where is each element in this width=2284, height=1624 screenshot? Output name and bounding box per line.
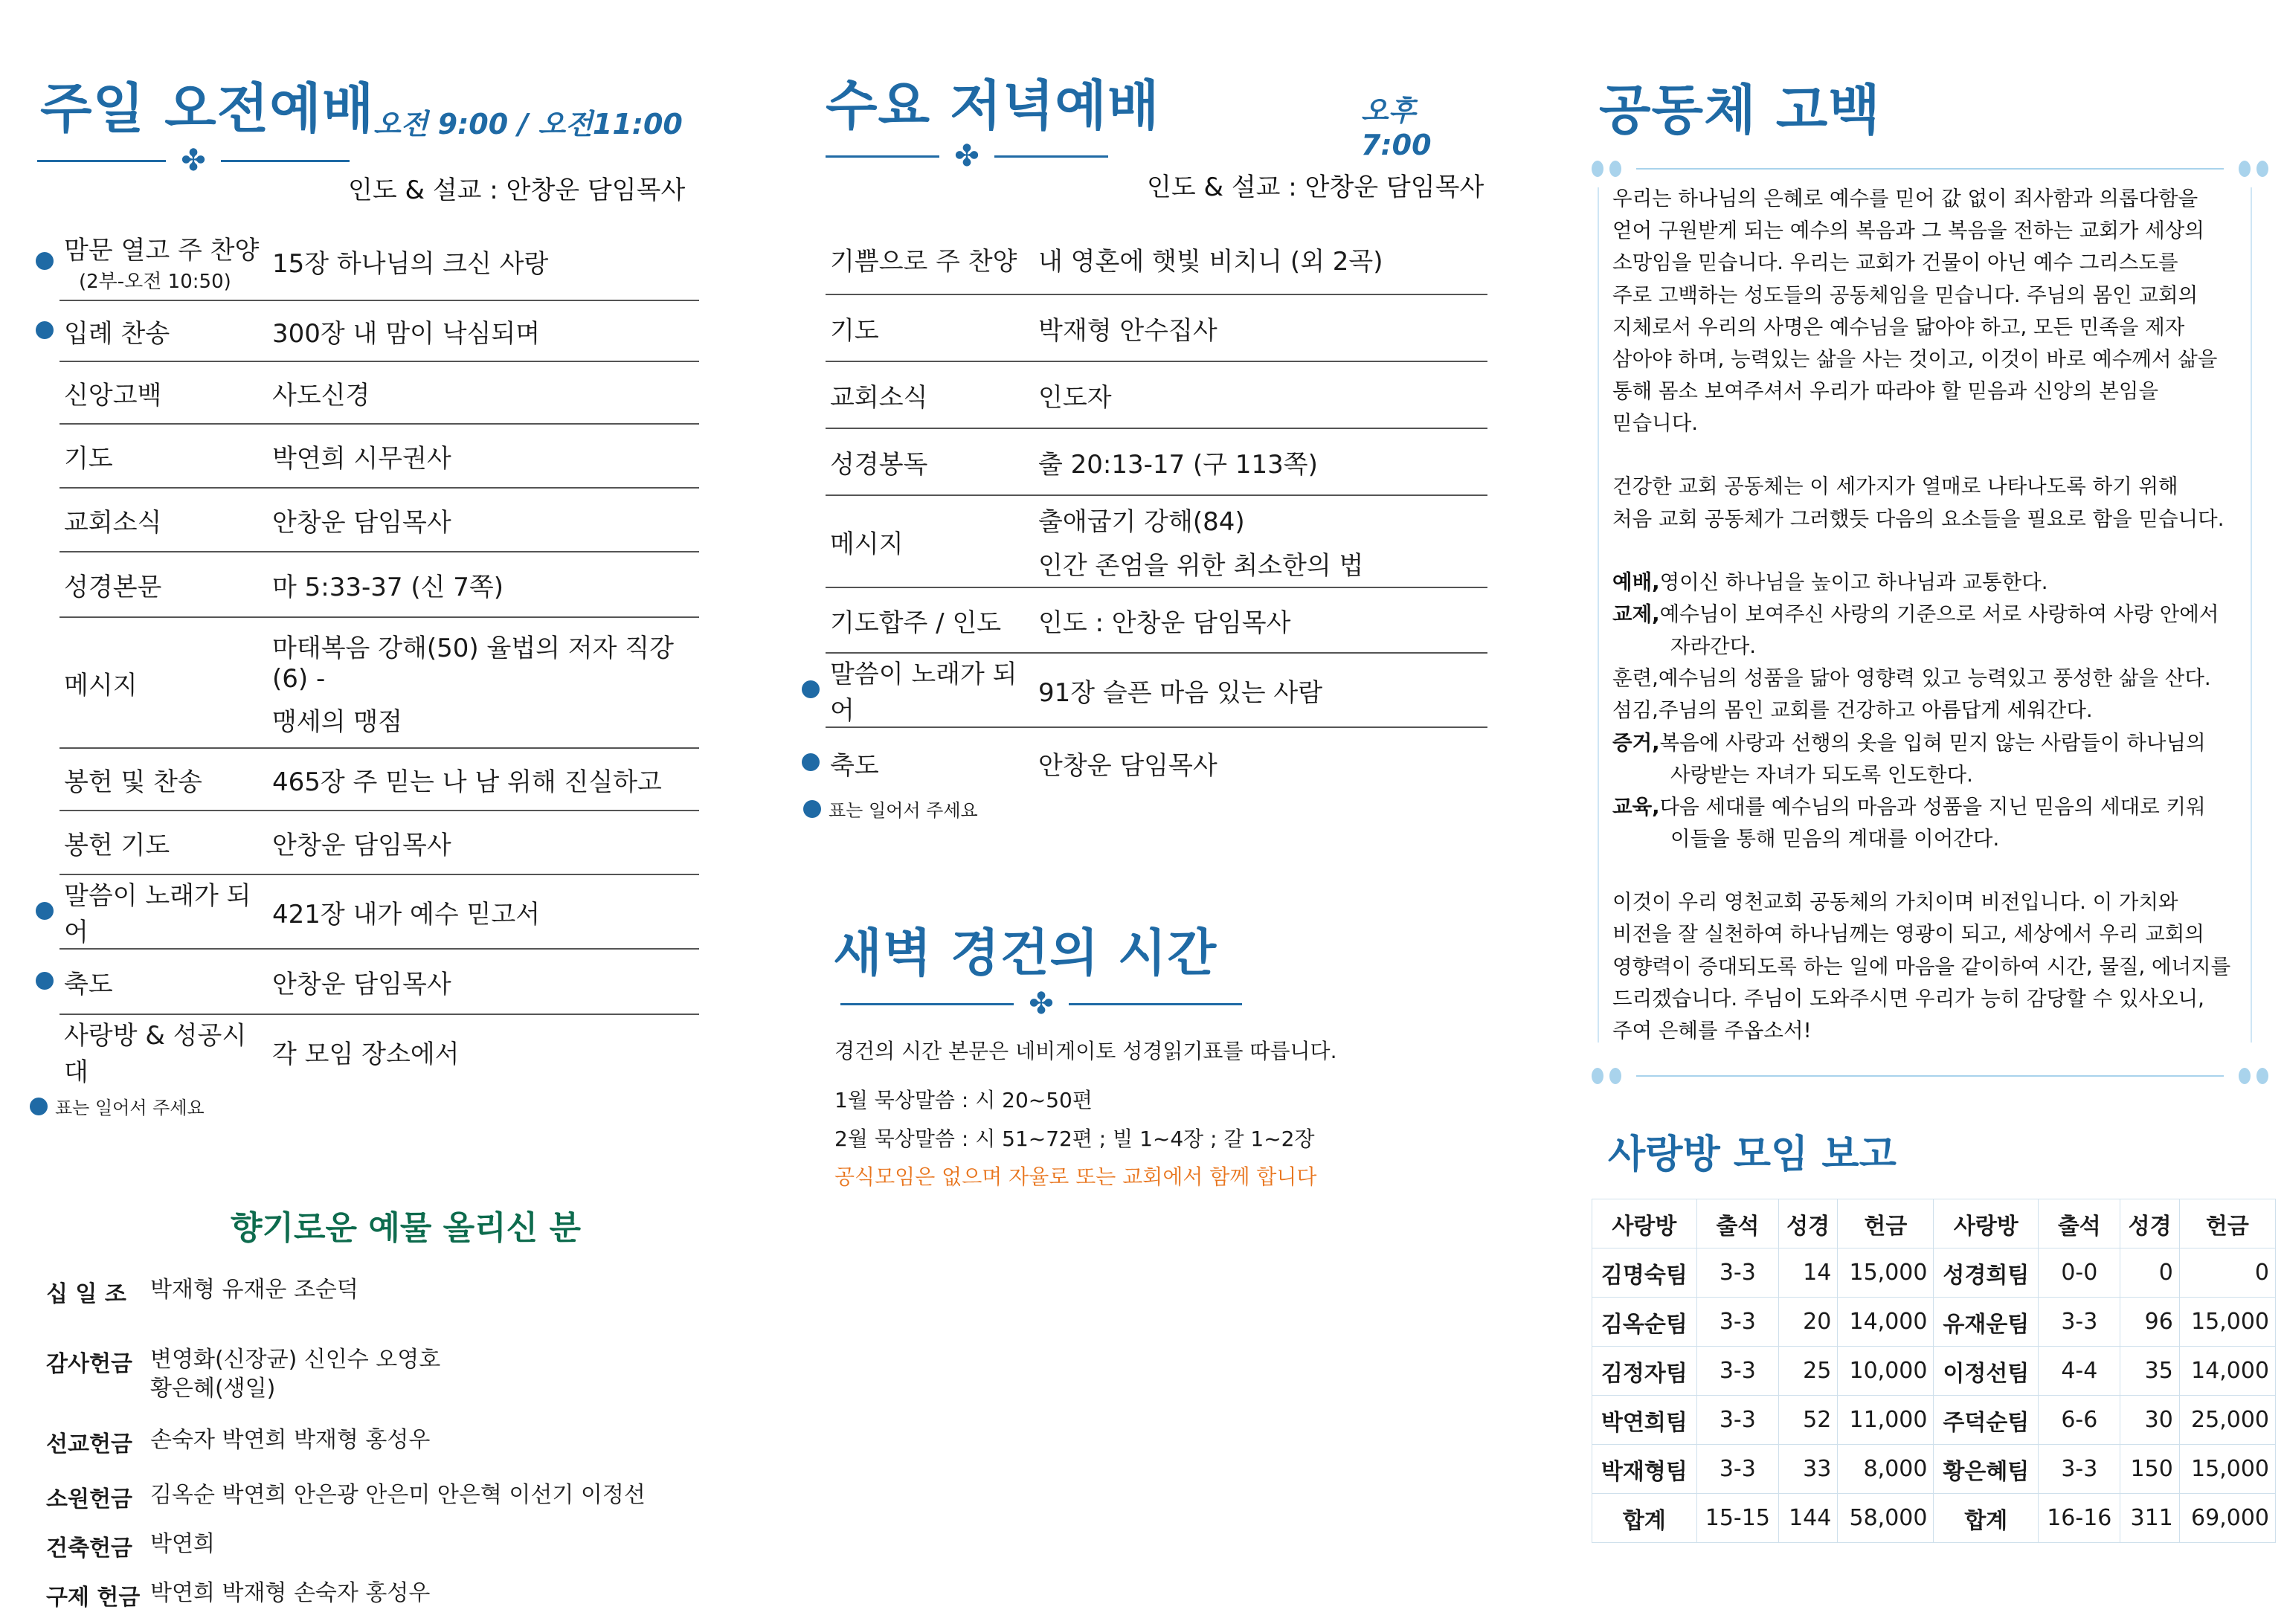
order-value: 마태복음 강해(50) 율법의 저자 직강(6) - [272, 634, 674, 694]
offering-names-line: 박연희 박재형 손숙자 홍성우 [150, 1580, 431, 1606]
report-cell: 30 [2120, 1396, 2179, 1445]
clover-icon: ✤ [1029, 987, 1054, 1021]
order-value: 15장 하나님의 크신 사랑 [272, 249, 549, 279]
stand-marker [30, 1014, 59, 1088]
report-cell: 김명숙팀 [1592, 1248, 1697, 1298]
confession-values-list [1612, 567, 2252, 856]
order-label: 교회소식 [64, 507, 162, 538]
confession-value-key: 훈련, [1612, 666, 1659, 691]
order-label-cell [826, 361, 1034, 428]
order-label-cell [59, 223, 268, 300]
report-cell: 3-3 [1696, 1248, 1778, 1298]
order-row [796, 225, 1487, 294]
confession-value-item [1612, 791, 2252, 823]
stand-marker [30, 748, 59, 811]
stand-bullet-icon [30, 1098, 48, 1115]
order-value-cell [268, 300, 699, 361]
offering-row [46, 1530, 715, 1562]
stand-marker [30, 949, 59, 1014]
report-cell: 합계 [1934, 1494, 2039, 1543]
stand-bullet-icon [36, 321, 54, 339]
order-row [796, 495, 1487, 587]
report-cell: 10,000 [1838, 1347, 1934, 1396]
dawn-line-2: 1월 묵상말씀 : 시 20~50편 [834, 1087, 1093, 1112]
order-value: 91장 슬픈 마음 있는 사람 [1038, 677, 1323, 708]
order-value: 421장 내가 예수 믿고서 [272, 899, 541, 929]
order-value: 465장 주 믿는 나 남 위해 진실하고 [272, 767, 662, 797]
order-row [796, 361, 1487, 428]
report-cell: 박연희팀 [1592, 1396, 1697, 1445]
order-row [796, 587, 1487, 653]
wednesday-time: 오후 7:00 [1361, 94, 1432, 161]
stand-bullet-icon [36, 252, 54, 270]
offering-names-line: 변영화(신장균) 신인수 오영호 [150, 1347, 441, 1373]
report-title: 사랑방 모임 보고 [1608, 1132, 1897, 1177]
report-row [1592, 1396, 2276, 1445]
confession-value-text: 복음에 사랑과 선행의 옷을 입혀 믿지 않는 사람들이 하나님의 [1659, 730, 2206, 755]
order-row [30, 300, 699, 361]
stand-marker [796, 495, 826, 587]
order-row [30, 874, 699, 949]
order-label: 맘문 열고 주 찬양 [64, 235, 260, 265]
order-row [30, 617, 699, 748]
offering-names [150, 1480, 715, 1513]
report-cell: 14,000 [1838, 1298, 1934, 1347]
report-header: 출석 [2039, 1199, 2120, 1248]
order-label: 기도 [830, 315, 879, 346]
offering-kind: 소원헌금 [46, 1486, 132, 1512]
report-cell: 3-3 [1696, 1347, 1778, 1396]
order-label-cell [826, 294, 1034, 361]
report-cell: 8,000 [1838, 1445, 1934, 1494]
report-cell: 11,000 [1838, 1396, 1934, 1445]
sunday-order-table [30, 223, 699, 1088]
report-cell: 0-0 [2039, 1248, 2120, 1298]
stand-marker [30, 488, 59, 552]
offering-row [46, 1275, 715, 1308]
confession-para-2-line: 처음 교회 공동체가 그러했듯 다음의 요소들을 필요로 함을 믿습니다. [1612, 506, 2225, 531]
frame-top-line [1636, 168, 2224, 170]
report-cell: 성경희팀 [1934, 1248, 2039, 1298]
report-cell: 3-3 [1696, 1445, 1778, 1494]
offering-list [46, 1275, 715, 1624]
order-value-cell [1034, 727, 1487, 799]
stand-marker [796, 587, 826, 653]
sunday-divider [37, 144, 350, 178]
order-value: 박재형 안수집사 [1038, 315, 1217, 346]
confession-value-text-line2: 사랑받는 자녀가 되도록 인도한다. [1670, 762, 1973, 787]
offering-kind: 선교헌금 [46, 1431, 132, 1457]
offering-names-line: 김옥순 박연희 안은광 안은미 안은혁 이선기 이정선 [150, 1482, 646, 1508]
report-cell: 14 [1778, 1248, 1837, 1298]
stand-marker [30, 300, 59, 361]
confession-value-text: 예수님의 성품을 닮아 영향력 있고 능력있고 풍성한 삶을 산다. [1658, 666, 2211, 691]
confession-para-1-line: 믿습니다. [1612, 411, 1699, 436]
sunday-title: 주일 오전예배 [40, 77, 375, 140]
wednesday-order-table [796, 225, 1487, 799]
report-header: 헌금 [1838, 1199, 1934, 1248]
dawn-line-4: 공식모임은 없으며 자율로 또는 교회에서 함께 합니다 [834, 1164, 1317, 1190]
stand-bullet-icon [802, 753, 820, 771]
confession-para-3 [1612, 886, 2252, 1047]
confession-value-key: 교육, [1612, 794, 1660, 819]
report-header: 사랑방 [1934, 1199, 2039, 1248]
confession-para-3-line: 드리겠습니다. 주님이 도와주시면 우리가 능히 감당할 수 있사오니, [1612, 986, 2204, 1011]
report-cell: 150 [2120, 1445, 2179, 1494]
order-row [30, 552, 699, 617]
sunday-note-text: 표는 일어서 주세요 [55, 1098, 205, 1118]
frame-left-line [1598, 187, 1599, 1043]
order-value-cell [268, 488, 699, 552]
report-cell: 유재운팀 [1934, 1298, 2039, 1347]
stand-marker [30, 552, 59, 617]
order-row [796, 727, 1487, 799]
report-cell: 김정자팀 [1592, 1347, 1697, 1396]
order-label-cell [59, 1014, 268, 1088]
report-row [1592, 1347, 2276, 1396]
dawn-line-3: 2월 묵상말씀 : 시 51~72편 ; 빌 1~4장 ; 갈 1~2장 [834, 1126, 1315, 1151]
order-label-cell [59, 748, 268, 811]
stand-marker [30, 223, 59, 300]
confession-value-key: 예배, [1612, 570, 1660, 594]
order-label-cell [59, 811, 268, 874]
report-cell: 33 [1778, 1445, 1837, 1494]
report-cell: 35 [2120, 1347, 2179, 1396]
stand-marker [796, 727, 826, 799]
order-row [30, 811, 699, 874]
confession-value-item [1612, 567, 2252, 599]
community-title: 공동체 고백 [1599, 79, 1881, 141]
report-header: 헌금 [2179, 1199, 2275, 1248]
wednesday-note-text: 표는 일어서 주세요 [829, 800, 978, 821]
offering-names [150, 1579, 715, 1611]
stand-marker [796, 294, 826, 361]
report-cell: 96 [2120, 1298, 2179, 1347]
order-label: 말씀이 노래가 되어 [64, 881, 251, 947]
confession-value-item [1612, 663, 2252, 695]
order-value-cell [268, 874, 699, 949]
offering-title: 향기로운 예물 올리신 분 [231, 1209, 581, 1247]
order-row [30, 223, 699, 300]
divider-line [37, 160, 166, 162]
confession-para-3-line: 비전을 잘 실천하여 하나님께는 영광이 되고, 세상에서 우리 교회의 [1612, 922, 2204, 947]
order-label: 성경봉독 [830, 449, 928, 480]
dawn-title: 새벽 경건의 시간 [833, 924, 1217, 983]
order-value-cell [268, 1014, 699, 1088]
dawn-body [834, 1032, 1489, 1196]
report-cell: 311 [2120, 1494, 2179, 1543]
frame-dots-top-left [1592, 161, 1621, 177]
report-cell: 0 [2120, 1248, 2179, 1298]
wednesday-stand-note [803, 796, 978, 822]
offering-kind: 건축헌금 [46, 1536, 132, 1562]
order-label-cell [826, 428, 1034, 495]
order-value-line2: 인간 존엄을 위한 최소한의 법 [1038, 551, 1364, 581]
order-label-cell [59, 361, 268, 424]
order-label: 축도 [830, 751, 879, 781]
order-value-line2: 맹세의 맹점 [272, 707, 403, 737]
offering-row [46, 1345, 715, 1403]
report-cell: 0 [2179, 1248, 2275, 1298]
order-value-cell [268, 617, 699, 748]
confession-para-3-line: 이것이 우리 영천교회 공동체의 가치이며 비전입니다. 이 가치와 [1612, 890, 2178, 915]
report-cell: 3-3 [1696, 1396, 1778, 1445]
order-row [30, 424, 699, 488]
confession-value-text-line2: 이들을 통해 믿음의 계대를 이어간다. [1670, 827, 2000, 851]
order-label-cell [59, 488, 268, 552]
order-value-cell [268, 361, 699, 424]
dawn-line-1: 경건의 시간 본문은 네비게이토 성경읽기표를 따릅니다. [834, 1039, 1337, 1063]
confession-para-1-line: 얻어 구원받게 되는 예수의 복음과 그 복음을 전하는 교회가 세상의 [1612, 219, 2204, 243]
order-label-cell [826, 495, 1034, 587]
order-value: 300장 내 맘이 낙심되며 [272, 318, 541, 349]
offering-names-line: 박재형 유재운 조순덕 [150, 1277, 358, 1303]
report-cell: 이정선팀 [1934, 1347, 2039, 1396]
confession-para-3-line: 주여 은혜를 주옵소서! [1612, 1018, 1812, 1043]
stand-bullet-icon [803, 800, 821, 818]
order-label: 말씀이 노래가 되어 [830, 660, 1017, 726]
order-sublabel: (2부-오전 10:50) [79, 270, 231, 293]
report-total-row [1592, 1494, 2276, 1543]
confession-value-item [1612, 727, 2252, 759]
order-row [30, 1014, 699, 1088]
report-header: 성경 [1778, 1199, 1837, 1248]
divider-line [994, 155, 1108, 158]
offering-names [150, 1530, 715, 1562]
stand-marker [30, 811, 59, 874]
wednesday-title: 수요 저녁예배 [826, 74, 1160, 137]
divider-line [826, 155, 939, 158]
order-value: 인도자 [1038, 382, 1112, 413]
sunday-leader: 인도 & 설교 : 안창운 담임목사 [348, 175, 686, 205]
confession-para-1-line: 주로 고백하는 성도들의 공동체임을 믿습니다. 주님의 몸인 교회의 [1612, 283, 2198, 307]
order-row [30, 748, 699, 811]
stand-bullet-icon [802, 680, 820, 698]
confession-para-1-line: 통해 몸소 보여주셔서 우리가 따라야 할 믿음과 신앙의 본임을 [1612, 379, 2159, 404]
order-label: 교회소식 [830, 382, 928, 413]
report-row [1592, 1445, 2276, 1494]
report-cell: 15,000 [2179, 1445, 2275, 1494]
order-value-cell [1034, 294, 1487, 361]
order-label: 봉헌 및 찬송 [64, 767, 202, 797]
report-cell: 69,000 [2179, 1494, 2275, 1543]
confession-para-1-line: 삼아야 하며, 능력있는 삶을 사는 것이고, 이것이 바로 예수께서 삶을 [1612, 347, 2218, 371]
offering-row [46, 1425, 715, 1458]
confession-para-1-line: 우리는 하나님의 은혜로 예수를 믿어 값 없이 죄사함과 의롭다함을 [1612, 187, 2198, 210]
report-row [1592, 1298, 2276, 1347]
report-cell: 20 [1778, 1298, 1837, 1347]
order-label-cell [826, 225, 1034, 294]
divider-line [221, 160, 350, 162]
stand-marker [796, 428, 826, 495]
order-label: 기쁨으로 주 찬양 [830, 247, 1017, 277]
confession-para-1-line: 소망임을 믿습니다. 우리는 교회가 건물이 아닌 예수 그리스도를 [1612, 251, 2178, 275]
report-cell: 25,000 [2179, 1396, 2275, 1445]
report-cell: 144 [1778, 1494, 1837, 1543]
offering-names [150, 1425, 715, 1458]
report-cell: 김옥순팀 [1592, 1298, 1697, 1347]
stand-bullet-icon [36, 902, 54, 920]
confession-value-text: 예수님이 보여주신 사랑의 기준으로 서로 사랑하여 사랑 안에서 [1659, 602, 2219, 626]
sarangbang-report-table [1592, 1199, 2276, 1543]
sunday-stand-note [30, 1093, 205, 1119]
order-value: 인도 : 안창운 담임목사 [1038, 608, 1291, 638]
divider-line [840, 1003, 1014, 1005]
order-value-cell [1034, 225, 1487, 294]
offering-kind: 감사헌금 [46, 1351, 132, 1377]
offering-names [150, 1275, 715, 1308]
report-cell: 58,000 [1838, 1494, 1934, 1543]
order-value: 박연희 시무권사 [272, 443, 451, 474]
report-cell: 3-3 [2039, 1298, 2120, 1347]
order-value-cell [268, 424, 699, 488]
order-label: 기도 [64, 443, 113, 474]
order-value: 각 모임 장소에서 [272, 1039, 460, 1069]
report-header: 사랑방 [1592, 1199, 1697, 1248]
confession-para-2 [1612, 471, 2252, 535]
report-cell: 박재형팀 [1592, 1445, 1697, 1494]
order-label-cell [826, 587, 1034, 653]
offering-names-line: 박연희 [150, 1531, 215, 1557]
offering-kind: 구제 헌금 [46, 1585, 141, 1611]
wednesday-divider [826, 141, 1108, 171]
dawn-divider [840, 989, 1242, 1019]
order-label: 사랑방 & 성공시대 [64, 1021, 247, 1087]
confession-para-1-line: 지체로서 우리의 사명은 예수님을 닮아야 하고, 모든 민족을 제자 [1612, 315, 2185, 339]
order-value-cell [268, 748, 699, 811]
report-cell: 6-6 [2039, 1396, 2120, 1445]
confession-para-3-line: 영향력이 증대되도록 하는 일에 마음을 같이하여 시간, 물질, 에너지를 [1612, 954, 2231, 979]
wednesday-leader: 인도 & 설교 : 안창운 담임목사 [1147, 173, 1484, 202]
report-row [1592, 1248, 2276, 1298]
order-label: 메시지 [64, 670, 138, 700]
order-value-cell [1034, 495, 1487, 587]
order-label: 봉헌 기도 [64, 830, 170, 860]
offering-row [46, 1480, 715, 1513]
community-confession [1612, 183, 2252, 1078]
stand-bullet-icon [36, 972, 54, 990]
clover-icon: ✤ [181, 144, 206, 178]
order-label-cell [59, 424, 268, 488]
order-value-cell [1034, 428, 1487, 495]
stand-marker [30, 874, 59, 949]
report-cell: 3-3 [1696, 1298, 1778, 1347]
report-header: 성경 [2120, 1199, 2179, 1248]
order-value-cell [1034, 653, 1487, 727]
report-cell: 15-15 [1696, 1494, 1778, 1543]
order-value-cell [268, 811, 699, 874]
order-label: 기도합주 / 인도 [830, 608, 1002, 638]
report-cell: 주덕순팀 [1934, 1396, 2039, 1445]
offering-names-line: 손숙자 박연희 박재형 홍성우 [150, 1427, 431, 1453]
report-cell: 15,000 [1838, 1248, 1934, 1298]
order-value: 안창운 담임목사 [272, 969, 451, 999]
report-cell: 합계 [1592, 1494, 1697, 1543]
order-label-cell [826, 653, 1034, 727]
confession-para-1 [1612, 183, 2252, 439]
confession-value-text: 다음 세대를 예수님의 마음과 성품을 지닌 믿음의 세대로 키워 [1659, 794, 2206, 819]
order-label-cell [59, 552, 268, 617]
clover-icon: ✤ [954, 139, 979, 173]
order-value-cell [268, 552, 699, 617]
stand-marker [30, 361, 59, 424]
order-label-cell [59, 874, 268, 949]
order-label: 메시지 [830, 529, 904, 559]
order-value: 안창운 담임목사 [272, 507, 451, 538]
divider-line [1069, 1003, 1242, 1005]
order-value: 출애굽기 강해(84) [1038, 507, 1245, 537]
order-label-cell [826, 727, 1034, 799]
order-value-cell [1034, 587, 1487, 653]
order-row [30, 361, 699, 424]
stand-marker [796, 225, 826, 294]
confession-value-key: 교제, [1612, 602, 1660, 626]
stand-marker [796, 653, 826, 727]
confession-value-key: 섬김, [1612, 698, 1659, 723]
order-value-cell [268, 949, 699, 1014]
offering-names-line2: 황은혜(생일) [150, 1376, 276, 1402]
order-row [30, 488, 699, 552]
offering-row [46, 1579, 715, 1611]
order-value: 사도신경 [272, 380, 370, 410]
report-cell: 14,000 [2179, 1347, 2275, 1396]
order-row [796, 653, 1487, 727]
report-cell: 3-3 [2039, 1445, 2120, 1494]
order-value: 안창운 담임목사 [1038, 751, 1217, 781]
order-label: 성경본문 [64, 572, 162, 602]
offering-names [150, 1345, 715, 1403]
report-cell: 15,000 [2179, 1298, 2275, 1347]
order-label-cell [59, 300, 268, 361]
order-value: 내 영혼에 햇빛 비치니 (외 2곡) [1038, 247, 1383, 277]
confession-value-key: 증거, [1612, 730, 1660, 755]
order-label-cell [59, 949, 268, 1014]
confession-value-item [1612, 695, 2252, 726]
order-row [796, 294, 1487, 361]
order-value: 안창운 담임목사 [272, 830, 451, 860]
stand-marker [30, 424, 59, 488]
report-cell: 16-16 [2039, 1494, 2120, 1543]
offering-kind: 십 일 조 [46, 1281, 126, 1307]
report-header: 출석 [1696, 1199, 1778, 1248]
order-value-cell [268, 223, 699, 300]
sunday-time: 오전 9:00 / 오전11:00 [373, 108, 683, 141]
order-row [30, 949, 699, 1014]
order-label: 입례 찬송 [64, 318, 170, 349]
confession-para-2-line: 건강한 교회 공동체는 이 세가지가 열매로 나타나도록 하기 위해 [1612, 474, 2178, 499]
report-cell: 25 [1778, 1347, 1837, 1396]
order-value: 마 5:33-37 (신 7쪽) [272, 572, 504, 602]
stand-marker [30, 617, 59, 748]
order-label: 축도 [64, 969, 113, 999]
order-label: 신앙고백 [64, 380, 162, 410]
confession-value-item [1612, 599, 2252, 631]
confession-value-text: 영이신 하나님을 높이고 하나님과 교통한다. [1659, 570, 2048, 594]
frame-dots-top-right [2239, 161, 2268, 177]
confession-value-text-line2: 자라간다. [1670, 634, 1757, 659]
stand-marker [796, 361, 826, 428]
order-label-cell [59, 617, 268, 748]
report-cell: 4-4 [2039, 1347, 2120, 1396]
report-cell: 황은혜팀 [1934, 1445, 2039, 1494]
order-value-cell [1034, 361, 1487, 428]
confession-value-text: 주님의 몸인 교회를 건강하고 아름답게 세워간다. [1658, 698, 2093, 723]
report-cell: 52 [1778, 1396, 1837, 1445]
order-row [796, 428, 1487, 495]
order-value: 출 20:13-17 (구 113쪽) [1038, 449, 1318, 480]
